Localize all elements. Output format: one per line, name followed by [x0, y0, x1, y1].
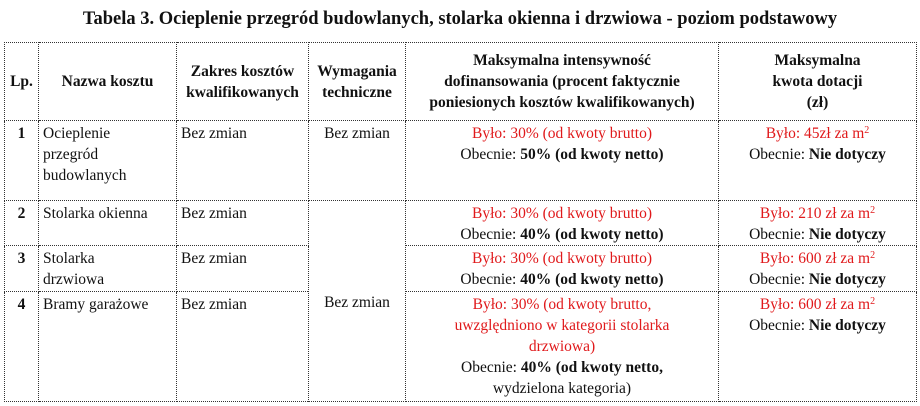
header-requirements: [309, 43, 406, 121]
unit-exponent: 2: [870, 250, 876, 261]
table-row: [5, 201, 917, 246]
row-name-line: Stolarka okienna: [43, 205, 148, 222]
row-name-line: przegród: [43, 146, 99, 163]
row-lp: 1: [5, 121, 39, 201]
row-scope: Bez zmian: [177, 121, 309, 201]
header-amount: [719, 43, 917, 121]
previous-intensity-line: Było: 30% (od kwoty brutto,: [472, 296, 652, 313]
header-intensity: [406, 43, 719, 121]
header-intensity-line: dofinansowania (procent faktycznie: [444, 73, 680, 90]
row-scope: Bez zmian: [177, 201, 309, 246]
row-name: [39, 121, 177, 201]
row-requirements: Bez zmian: [309, 121, 406, 201]
header-amount-line: kwota dotacji: [772, 73, 863, 90]
header-req-line: Wymagania: [317, 62, 397, 80]
row-intensity: [406, 292, 719, 402]
header-intensity-line: Maksymalna intensywność: [473, 52, 651, 69]
row-scope: Bez zmian: [177, 292, 309, 402]
row-lp: 4: [5, 292, 39, 402]
row-amount: [719, 292, 917, 402]
current-intensity-label: Obecnie:: [460, 271, 521, 288]
current-amount-label: Obecnie:: [749, 226, 809, 243]
previous-amount-text: Było: 600 zł za m: [759, 250, 871, 267]
previous-amount-text: Było: 600 zł za m: [759, 296, 871, 313]
table-row: [5, 121, 917, 201]
current-intensity-label: Obecnie:: [460, 146, 521, 163]
row-name-line: budowlanych: [43, 167, 127, 184]
unit-exponent: 2: [870, 205, 876, 216]
row-lp: 3: [5, 246, 39, 292]
row-name-line: Bramy garażowe: [43, 296, 149, 313]
previous-intensity-line: drzwiowa): [528, 338, 596, 355]
row-scope: Bez zmian: [177, 246, 309, 292]
header-lp: Lp.: [5, 43, 39, 121]
current-amount-label: Obecnie:: [749, 146, 809, 163]
row-amount: [719, 201, 917, 246]
previous-amount: [760, 205, 875, 222]
header-scope-line: Zakres kosztów: [190, 62, 295, 80]
row-name: [39, 292, 177, 402]
current-amount-value: Nie dotyczy: [808, 146, 886, 163]
merged-requirements: Bez zmian: [309, 201, 406, 402]
table-row: [5, 292, 917, 402]
row-name: [39, 246, 177, 292]
row-intensity: [406, 201, 719, 246]
row-name: [39, 201, 177, 246]
row-name-line: drzwiowa: [43, 271, 105, 288]
current-intensity-value: 40% (od kwoty netto,: [520, 359, 663, 376]
table-row: [5, 246, 917, 292]
row-name-line: Stolarka: [43, 250, 95, 267]
header-amount-line: Maksymalna: [774, 52, 861, 69]
current-intensity-value: 40% (od kwoty netto): [520, 226, 664, 243]
previous-intensity: Było: 30% (od kwoty brutto): [472, 205, 652, 222]
current-intensity-value: 50% (od kwoty netto): [520, 146, 664, 163]
row-intensity: [406, 246, 719, 292]
unit-exponent: 2: [870, 296, 876, 307]
row-lp: 2: [5, 201, 39, 246]
previous-intensity-line: uwzględniono w kategorii stolarka: [454, 317, 670, 334]
previous-intensity: Było: 30% (od kwoty brutto): [472, 125, 652, 142]
row-name-line: Ocieplenie: [43, 125, 111, 142]
current-intensity-label: Obecnie:: [461, 359, 521, 376]
current-intensity-value: 40% (od kwoty netto): [520, 271, 664, 288]
current-amount-label: Obecnie:: [749, 317, 809, 334]
header-amount-line: (zł): [806, 94, 829, 111]
header-req-line: techniczne: [322, 83, 392, 101]
previous-amount: [766, 125, 870, 142]
current-amount-value: Nie dotyczy: [808, 271, 886, 288]
current-amount-value: Nie dotyczy: [808, 317, 886, 334]
unit-exponent: 2: [864, 125, 870, 136]
header-row: [5, 43, 917, 121]
current-amount-label: Obecnie:: [749, 271, 809, 288]
table-title: Tabela 3. Ocieplenie przegród budowlanych, stolarka okienna i drzwiowa - poziom podstawowy: [82, 9, 838, 29]
header-scope-line: kwalifikowanych: [186, 83, 299, 101]
previous-amount: [760, 250, 875, 267]
header-name: Nazwa kosztu: [39, 43, 177, 121]
previous-amount-text: Było: 210 zł za m: [759, 205, 871, 222]
previous-intensity: Było: 30% (od kwoty brutto): [472, 250, 652, 267]
header-intensity-line: poniesionych kosztów kwalifikowanych): [429, 94, 695, 111]
current-intensity-label: Obecnie:: [460, 226, 521, 243]
current-intensity-note: wydzielona kategoria): [492, 380, 632, 397]
subsidy-table: [4, 42, 917, 402]
previous-amount: [760, 296, 875, 313]
header-scope: [177, 43, 309, 121]
previous-amount-text: Było: 45zł za m: [765, 125, 865, 142]
row-amount: [719, 246, 917, 292]
row-intensity: [406, 121, 719, 201]
row-amount: [719, 121, 917, 201]
current-amount-value: Nie dotyczy: [808, 226, 886, 243]
